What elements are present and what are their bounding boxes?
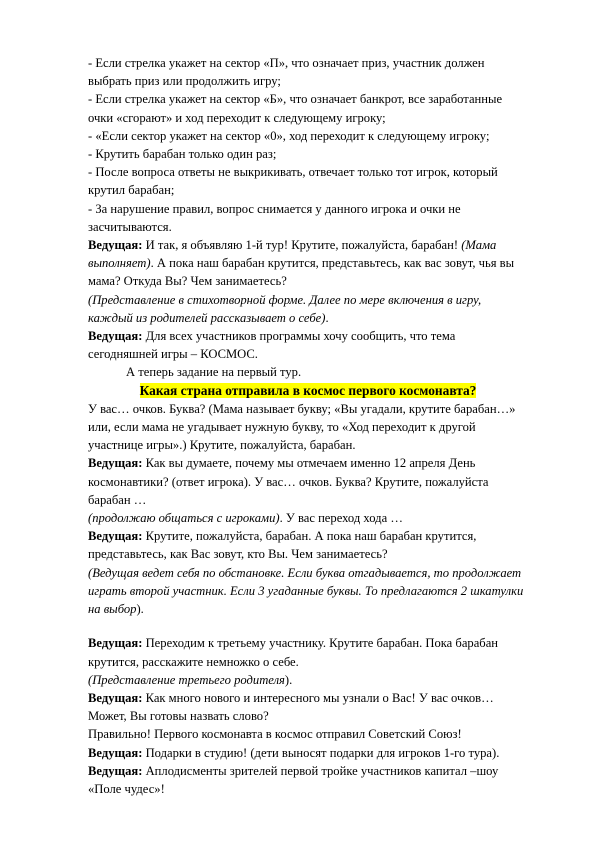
host-label: Ведущая:: [88, 329, 143, 344]
host-label: Ведущая:: [88, 456, 143, 471]
italic-text: (продолжаю общаться с игроками): [88, 511, 280, 526]
paragraph-applause: [88, 762, 528, 798]
text: Аплодисменты зрителей первой тройке участников капитал –шоу «Поле чудес»!: [88, 763, 499, 796]
host-label: Ведущая:: [88, 636, 143, 651]
highlighted-question: Какая страна отправила в космос первого космонавта?: [139, 382, 477, 398]
rule-violation: - За нарушение правил, вопрос снимается у данного игрока и очки не засчитываются.: [88, 201, 461, 234]
paragraph-first-task: А теперь задание на первый тур.: [126, 365, 302, 380]
paragraph-introduction-note: [88, 291, 528, 327]
host-label: Ведущая:: [88, 529, 143, 544]
text: Как вы думаете, почему мы отмечаем именно 12 апреля День космонавтики? (ответ игрока). У вас… очков. Буква? Крутите, пожалуйста барабан …: [88, 456, 489, 507]
paragraph-round-one: [88, 236, 528, 291]
italic-text: (Представление третьего родителя: [88, 672, 285, 687]
paragraph-third-intro: [88, 671, 528, 689]
text: .: [325, 310, 329, 325]
rule-zero: - «Если сектор укажет на сектор «0», ход переходит к следующему игроку;: [88, 128, 490, 143]
host-label: Ведущая:: [88, 238, 143, 253]
paragraph-points: У вас… очков. Буква? (Мама называет букву; «Вы угадали, крутите барабан…» или, если мама не угадывает нужную букву, то «Ход переходит к другой участнице игры».) Крутите, пожалуйста, барабан.: [88, 401, 516, 453]
text: Подарки в студию! (дети выносят подарки для игроков 1-го тура).: [142, 745, 500, 760]
blank-line: [88, 618, 528, 634]
text: . А пока наш барабан крутится, представьтесь, как вас зовут, чья вы мама? Откуда Вы? Чем занимаетесь?: [88, 256, 515, 289]
text: Для всех участников программы хочу сообщить, что тема сегодняшней игры – КОСМОС.: [88, 329, 456, 362]
paragraph-host-note: [88, 564, 528, 619]
text: . У вас переход хода …: [279, 511, 403, 526]
text: Крутите, пожалуйста, барабан. А пока наш барабан крутится, представьтесь, как Вас зовут, кто Вы. Чем занимаетесь?: [88, 529, 477, 562]
text: ).: [136, 602, 144, 617]
question-heading: [88, 382, 528, 400]
paragraph-correct-answer: Правильно! Первого космонавта в космос отправил Советский Союз!: [88, 727, 462, 742]
paragraph-cosmonautics-day: [88, 454, 528, 509]
paragraph-third-participant: [88, 634, 528, 670]
text: Переходим к третьему участнику. Крутите барабан. Пока барабан крутится, расскажите немножко о себе.: [88, 636, 499, 669]
rule-prize: - Если стрелка укажет на сектор «П», что означает приз, участник должен выбрать приз или продолжить игру;: [88, 56, 485, 89]
rule-bankrupt: - Если стрелка укажет на сектор «Б», что означает банкрот, все заработанные очки «сгорают» и ход переходит к следующему игроку;: [88, 92, 503, 125]
italic-text: (Мама выполняет): [88, 238, 497, 271]
document-page: [88, 54, 528, 798]
host-label: Ведущая:: [88, 745, 143, 760]
host-label: Ведущая:: [88, 763, 143, 778]
paragraph-second-participant: [88, 527, 528, 563]
text: И так, я объявляю 1-й тур! Крутите, пожалуйста, барабан!: [142, 238, 462, 253]
text: ).: [284, 672, 293, 687]
paragraph-continue: [88, 509, 528, 527]
italic-text: (Ведущая ведет себя по обстановке. Если буква отгадывается, то продолжает играть второй участник. Если 3 угаданные буквы. То предлагаются 2 шкатулки на выбор: [88, 565, 524, 617]
italic-text: (Представление в стихотворной форме. Далее по мере включения в игру, каждый из родителей рассказывает о себе): [88, 292, 482, 325]
text: Как много нового и интересного мы узнали о Вас! У вас очков… Может, Вы готовы назвать слово?: [88, 690, 494, 724]
host-label: Ведущая:: [88, 690, 143, 705]
rule-spin-once: - Крутить барабан только один раз;: [88, 147, 277, 162]
paragraph-theme: [88, 327, 528, 363]
paragraph-gifts: [88, 744, 528, 762]
paragraph-ready: [88, 689, 528, 725]
rule-no-shouting: - После вопроса ответы не выкрикивать, отвечает только тот игрок, который крутил барабан;: [88, 165, 498, 198]
